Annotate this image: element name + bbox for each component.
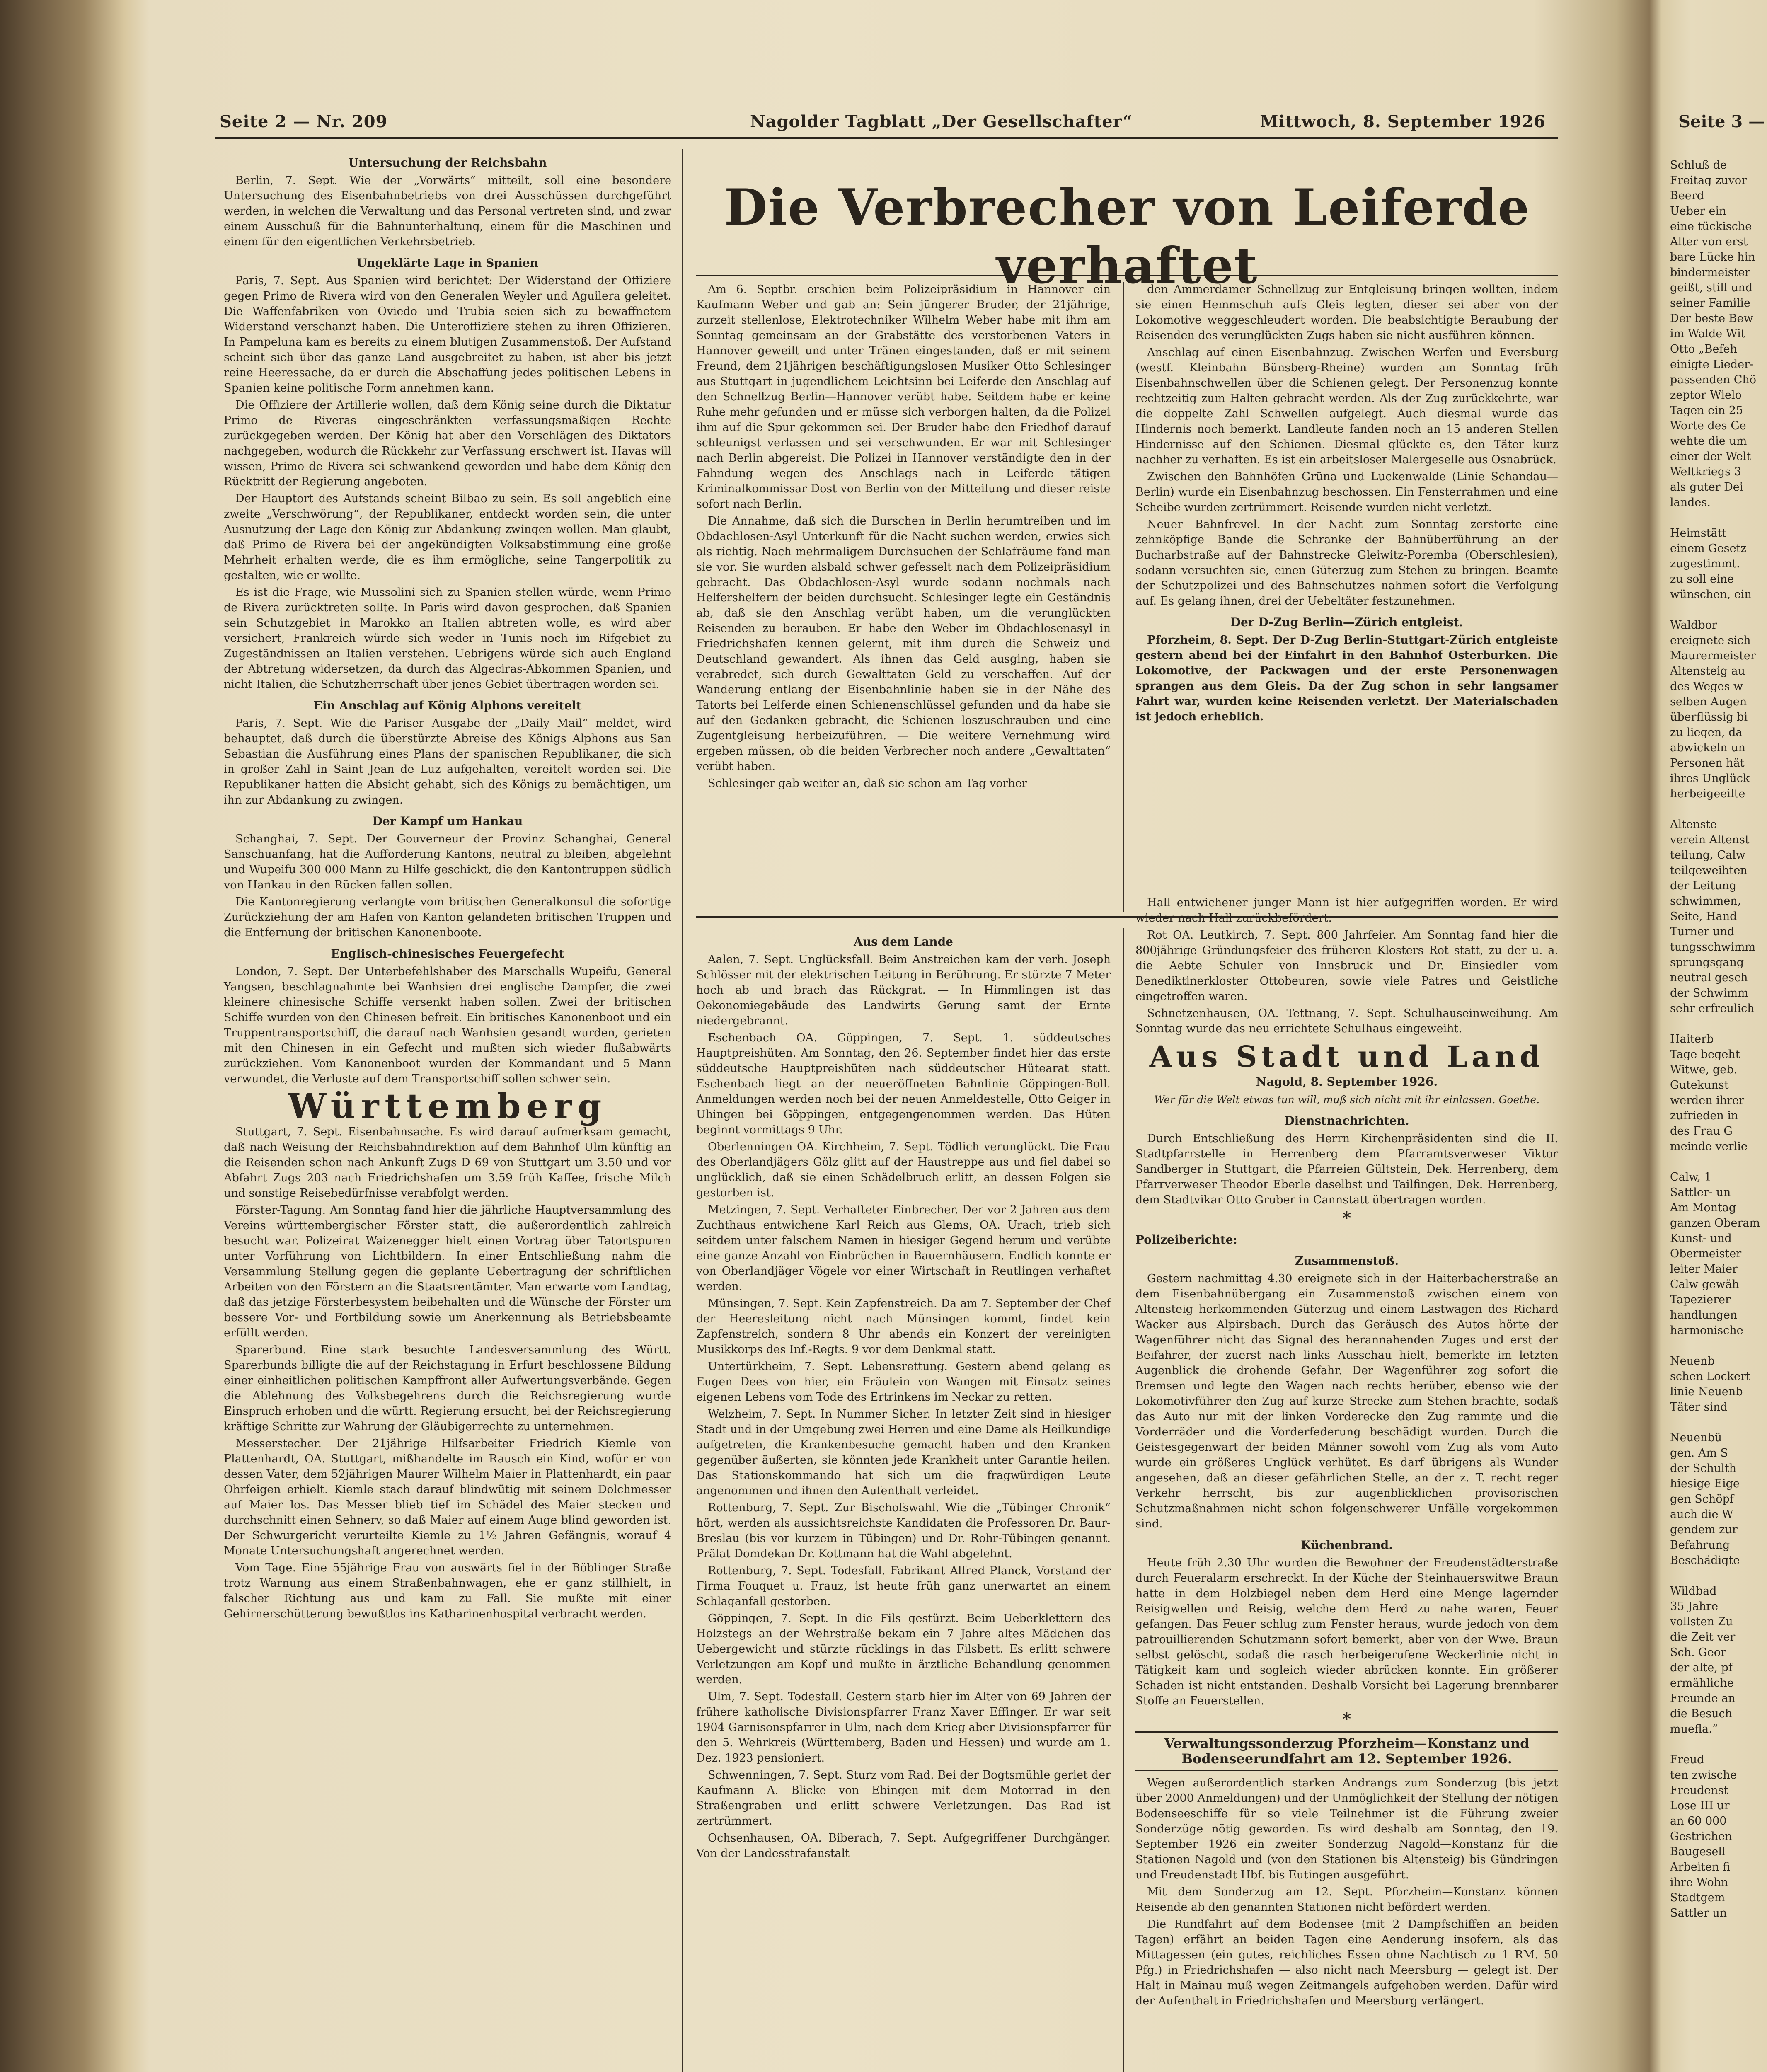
page-3-text-line: zu liegen, da xyxy=(1670,726,1743,739)
page-3-text-line xyxy=(1670,1338,1765,1353)
page-3-text-line: ten zwische xyxy=(1670,1769,1737,1782)
page-3-text-line xyxy=(1670,510,1765,525)
article-paragraph: Die Rundfahrt auf dem Bodensee (mit 2 Dampfschiffen an beiden Tagen) erfährt an beiden Tagen eine Aenderung insofern, als das Mittagessen (ein gutes, reichliches Essen ohne Nachtisch zu 1 RM. 50 Pfg.) in Friedrichshafen — also nicht nach Meersburg — gelegt ist. Der Halt in Mainau muß wegen Zeitmangels aufgehoben werden. Dafür wird der Aufenthalt in Friedrichshafen und Meersburg verlängert. xyxy=(1135,1918,1558,2007)
page-3-text-line: ihres Unglück xyxy=(1670,772,1750,785)
page-3-text-line: Tage begeht xyxy=(1670,1048,1740,1061)
page-3-text-line: der Leitung xyxy=(1670,879,1737,892)
page-3-text-line: Am Montag xyxy=(1670,1201,1736,1214)
article-paragraph: Berlin, 7. Sept. Wie der „Vorwärts“ mitteilt, soll eine besondere Untersuchung des Eisenbahnbetriebs von drei Ausschüssen durchgeführt werden, in welchen die Verwaltung und das Personal vertreten sind, und zwar einem Ausschuß für die Bahnunterhaltung, einem für die Maschinen und einem für den eigentlichen Verkehrsbetrieb. xyxy=(224,174,671,248)
page-3-text-line: passenden Chö xyxy=(1670,373,1756,386)
page-3-text-line: Haiterb xyxy=(1670,1033,1714,1046)
page-3-text-line: landes. xyxy=(1670,496,1711,509)
article-paragraph: Paris, 7. Sept. Aus Spanien wird berichtet: Der Widerstand der Offiziere gegen Primo de Rivera wird von den Generalen Weyler und Aguilera geleitet. Die Waffenfabriken von Oviedo und Trubia seien sich zu bewaffnetem Widerstand verschanzt haben. Die Unteroffiziere stehen zu ihren Offizieren. In Pampeluna kam es bereits zu einem blutigen Zusammenstoß. Der Aufstand scheint sich über das ganze Land ausgebreitet zu haben, ist aber bis jetzt reine Heeressache, da er durch die Abschaffung jedes politischen Lebens in Spanien keine politische Form annehmen kann. xyxy=(224,274,671,395)
section-title-wuerttemberg: Württemberg xyxy=(288,1087,608,1126)
page-3-text-line: sehr erfreulich xyxy=(1670,1002,1755,1015)
article-paragraph: Aalen, 7. Sept. Unglücksfall. Beim Anstreichen kam der verh. Joseph Schlösser mit der elektrischen Leitung in Berührung. Er stürzte 7 Meter hoch ab und brach das Rückgrat. — In Himmlingen ist das Oekonomiegebäude des Landwirts Gerung samt der Ernte niedergebrannt. xyxy=(696,953,1111,1027)
page-3-text-line: Neuenb xyxy=(1670,1355,1715,1368)
page-3-text-line: Wildbad xyxy=(1670,1585,1717,1598)
page-3-text-line: linie Neuenb xyxy=(1670,1385,1743,1398)
article-paragraph: Schanghai, 7. Sept. Der Gouverneur der Provinz Schanghai, General Sanschuanfang, hat die Aufforderung Kantons, neutral zu bleiben, abgelehnt und Wupeifu 300 000 Mann zu Hilfe geschickt, die den Kantontruppen südlich von Hankau in den Rücken fallen sollen. xyxy=(224,833,671,891)
page-3-text-line: bindermeister xyxy=(1670,266,1750,279)
article-paragraph: Stuttgart, 7. Sept. Eisenbahnsache. Es wird darauf aufmerksam gemacht, daß nach Weisung der Reichsbahndirektion auf dem Bahnhof Ulm künftig an die Reisenden schon nach Ankunft Zugs D 69 von Stuttgart um 3.50 und vor Abfahrt Zugs 203 nach Friedrichshafen um 3.59 früh Kaffee, frische Milch und sonstige Reisebedürfnisse verabfolgt werden. xyxy=(224,1126,671,1200)
page-3-text-line: Freunde an xyxy=(1670,1692,1736,1705)
page-3-text-line: Altenste xyxy=(1670,818,1717,831)
article-paragraph: Durch Entschließung des Herrn Kirchenpräsidenten sind die II. Stadtpfarrstelle in Herrenberg dem Pfarramtsverweser Viktor Sandberger in Stuttgart, die Pfarreien Gültstein, Dek. Herrenberg, dem Pfarrverweser Theodor Eberle daselbst und Tailfingen, Dek. Herrenberg, dem Stadtvikar Otto Gruber in Cannstatt übertragen worden. xyxy=(1135,1132,1558,1206)
article-paragraph: Messerstecher. Der 21jährige Hilfsarbeiter Friedrich Kiemle von Plattenhardt, OA. Stuttgart, mißhandelte im Rausch ein Kind, wofür er von dessen Vater, dem 52jährigen Maurer Wilhelm Maier in Plattenhardt, ein paar Ohrfeigen erhielt. Kiemle stach darauf blindwütig mit seinem Dolchmesser auf Maier los. Das Messer blieb tief im Schädel des Maier stecken und durchschnitt einen Sehnerv, so daß Maier auf einem Auge blind geworden ist. Der Schwurgericht verurteilte Kiemle zu 1½ Jahren Gefängnis, worauf 4 Monate Untersuchungshaft angerechnet werden. xyxy=(224,1437,671,1557)
article-paragraph: Paris, 7. Sept. Wie die Pariser Ausgabe der „Daily Mail“ meldet, wird behauptet, daß durch die überstürzte Abreise des Königs Alphons aus San Sebastian die Ausführung eines Plans der spanischen Republikaner, die sich in großer Zahl in Saint Jean de Luz aufgehalten, vereitelt worden sei. Die Republikaner hatten die Absicht gehabt, sich des Königs zu bemächtigen, um ihn zur Abdankung zu zwingen. xyxy=(224,717,671,806)
page-3-text-line: Baugesell xyxy=(1670,1845,1726,1858)
page-number-header: Seite 2 — Nr. 209 xyxy=(220,112,388,131)
page-3-text-line xyxy=(1670,1154,1765,1169)
article-paragraph: Wegen außerordentlich starken Andrangs zum Sonderzug (bis jetzt über 2000 Anmeldungen) und der Unmöglichkeit der Stellung der nötigen Bodenseeschiffe für so viele Teilnehmer ist die Führung zweier Sonderzüge nötig geworden. Es wird deshalb am Sonntag, den 19. September 1926 ein zweiter Sonderzug Nagold—Konstanz für die Stationen Nagold und (von den Stationen bis Altensteig) bis Gündringen und Freudenstadt Hbf. bis Eutingen ausgeführt. xyxy=(1135,1777,1558,1881)
column-2-bottom xyxy=(696,928,1111,1863)
page-3-text-line: vollsten Zu xyxy=(1670,1615,1733,1628)
page-3-text-line: Sattler un xyxy=(1670,1907,1727,1920)
section-heading-aus-dem-lande: Aus dem Lande xyxy=(854,935,953,949)
article-paragraph: Die Offiziere der Artillerie wollen, daß dem König seine durch die Diktatur Primo de Riveras eingeschränkten verfassungsmäßigen Rechte zurückgegeben werden. Der König hat aber den Vorschlägen des Diktators nachgegeben, wodurch die Rückkehr zur Verfassung erschwert ist. Havas will wissen, Primo de Rivera sei schwankend geworden und habe dem König den Rücktritt der Regierung angeboten. xyxy=(224,399,671,488)
column-divider xyxy=(1123,282,1124,912)
article-paragraph: Ulm, 7. Sept. Todesfall. Gestern starb hier im Alter von 69 Jahren der frühere katholische Divisionspfarrer Franz Xaver Effinger. Er war seit 1904 Garnisonspfarrer in Ulm, nach dem Krieg aber Divisionspfarrer für den 5. Wehrkreis (Württemberg, Baden und Hessen) und wurde am 1. Dez. 1923 pensioniert. xyxy=(696,1690,1111,1765)
article-paragraph: Göppingen, 7. Sept. In die Fils gestürzt. Beim Ueberklettern des Holzstegs an der Wehrstraße bekam ein 7 Jahre altes Mädchen das Uebergewicht und stürzte rücklings in das Filsbett. Es erlitt schwere Verletzungen am Kopf und mußte in ärztliche Behandlung genommen werden. xyxy=(696,1612,1111,1686)
article-paragraph: Am 6. Septbr. erschien beim Polizeipräsidium in Hannover ein Kaufmann Weber und gab an: Sein jüngerer Bruder, der 21jährige, zurzeit stellenlose, Elektrotechniker Wilhelm Weber habe mit ihm am Sonntag gemeinsam an der Grabstätte des verstorbenen Vaters in Hannover geweilt und unter Tränen eingestanden, daß er mit seinem Freund, dem 21jährigen beschäftigungslosen Musiker Otto Schlesinger aus Stuttgart in jugendlichem Leichtsinn bei Leiferde den Anschlag auf den Schnellzug Berlin—Hannover verübt habe. Seitdem habe er keine Ruhe mehr gefunden und er müsse sich verborgen halten, da die Polizei ihm auf die Spur gekommen sei. Der Bruder habe den Friedhof darauf schleunigst verlassen und sei verschwunden. Er war mit Schlesinger nach Berlin abgereist. Die Polizei in Hannover verständigte den in der Fahndung wegen des Anschlags nach in Leiferde tätigen Kriminalkommissar Dost von Berlin von der Mitteilung und dieser reiste sofort nach Berlin. xyxy=(696,283,1111,511)
article-paragraph: Ochsenhausen, OA. Biberach, 7. Sept. Aufgegriffener Durchgänger. Von der Landesstrafanstalt xyxy=(696,1832,1111,1860)
article-paragraph: Vom Tage. Eine 55jährige Frau von auswärts fiel in der Böblinger Straße trotz Warnung aus einem Straßenbahnwagen, ehe er ganz stillhielt, in falscher Richtung aus und kam zu Fall. Sie mußte mit einer Gehirnerschütterung bewußtlos ins Katharinenhospital verbracht werden. xyxy=(224,1561,671,1620)
article-paragraph: Pforzheim, 8. Sept. Der D-Zug Berlin-Stuttgart-Zürich entgleiste gestern abend bei der Einfahrt in den Bahnhof Osterburken. Die Lokomotive, der Packwagen und der erste Personenwagen sprangen aus dem Gleis. Da der Zug schon in sehr langsamer Fahrt war, wurden keine Reisenden verletzt. Der Materialschaden ist jedoch erheblich. xyxy=(1135,634,1558,723)
page-3-text-line: sprungsgang xyxy=(1670,956,1744,969)
page-3-text-line xyxy=(1670,1016,1765,1031)
page-3-text-line: eine tückische xyxy=(1670,220,1752,233)
headline: Ungeklärte Lage in Spanien xyxy=(356,256,539,270)
page-3-text-line: abwickeln un xyxy=(1670,741,1745,754)
page-3-text-line: seiner Familie xyxy=(1670,297,1750,310)
page-3-text-line: herbeigeeilte xyxy=(1670,787,1745,800)
column-divider xyxy=(1123,928,1124,2072)
article-paragraph: Rottenburg, 7. Sept. Zur Bischofswahl. Wie die „Tübinger Chronik“ hört, werden als aussichtsreichste Kandidaten die Professoren Dr. Baur-Breslau (bis vor kurzem in Tübingen) und Dr. Rohr-Tübingen genannt. Prälat Domdekan Dr. Kottmann hat die Wahl abgelehnt. xyxy=(696,1501,1111,1560)
page-3-text-line: Täter sind xyxy=(1670,1401,1728,1414)
article-paragraph: Sparerbund. Eine stark besuchte Landesversammlung des Württ. Sparerbunds billigte die auf der Reichstagung in Erfurt beschlossene Bildung einer einheitlichen politischen Kampffront aller Aufwertungsverbände. Gegen die Ablehnung des Volksbegehrens durch die Reichsregierung wurde Einspruch erhoben und die württ. Regierung ersucht, bei der Reichsregierung kräftige Schritte zur Wahrung der Gläubigerrechte zu unternehmen. xyxy=(224,1343,671,1433)
page-3-text-line: Calw, 1 xyxy=(1670,1171,1711,1184)
page-3-text-line: Maurermeister xyxy=(1670,649,1756,662)
article-paragraph: Die Annahme, daß sich die Burschen in Berlin herumtreiben und im Obdachlosen-Asyl Unterkunft für die Nacht suchen werden, erwies sich als richtig. Nach mehrmaligem Durchsuchen der Schlafräume fand man sie vor. Sie wurden alsbald schwer gefesselt nach dem Polizeipräsidium gebracht. Das Obdachlosen-Asyl wurde sodann nochmals nach Helfershelfern der beiden durchsucht. Schlesinger legte ein Geständnis ab, daß sie den Anschlag verübt haben, um die verunglückten Reisenden zu berauben. Er habe den Weber im Obdachlosenasyl in Friedrichshafen kennen gelernt, mit ihm durch die Schweiz und Deutschland gewandert. Als ihnen das Geld ausging, haben sie verabredet, sich durch Gewalttaten Geld zu verschaffen. Auf der Wanderung entlang der Eisenbahnlinie haben sie in der Nähe des Tatorts bei Leiferde einen Schienenschlüssel gefunden und da habe sie auf den Gedanken gebracht, die Schienen loszuschrauben und eine Zugentgleisung herbeizuführen. — Die weitere Vernehmung wird ergeben müssen, ob die beiden Verbrecher noch andere „Gewalttaten“ verübt haben. xyxy=(696,515,1111,773)
article-paragraph: Hall entwichener junger Mann ist hier aufgegriffen worden. Er wird wieder nach Hall zurückbefördert. xyxy=(1135,896,1558,925)
page-3-text-line: des Weges w xyxy=(1670,680,1743,693)
page-3-text-line: Beschädigte xyxy=(1670,1554,1740,1567)
headline: Englisch-chinesisches Feuergefecht xyxy=(331,947,564,961)
page-3-column-fragment xyxy=(1670,157,1765,1921)
page-3-text-line: teilung, Calw xyxy=(1670,849,1745,862)
column-divider xyxy=(682,149,683,2072)
boxed-headline: Verwaltungssonderzug Pforzheim—Konstanz und Bodenseerundfahrt am 12. September 1926. xyxy=(1135,1731,1558,1771)
headline: Der D-Zug Berlin—Zürich entgleist. xyxy=(1230,615,1463,629)
page-3-text-line: Sattler- un xyxy=(1670,1186,1731,1199)
page-3-text-line: Obermeister xyxy=(1670,1247,1742,1260)
page-3-text-line: des Frau G xyxy=(1670,1125,1733,1138)
page-3-text-line: Heimstätt xyxy=(1670,527,1727,540)
page-3-text-line: Tagen ein 25 xyxy=(1670,404,1743,417)
page-3-text-line: werden ihrer xyxy=(1670,1094,1745,1107)
article-paragraph: Der Hauptort des Aufstands scheint Bilbao zu sein. Es soll angeblich eine zweite „Verschwörung“, der Republikaner, entdeckt worden sein, die unter Ausnutzung der Lage den König zur Abdankung zwingen wollen. Man glaubt, daß Primo de Rivera bei der angekündigten Volksabstimmung eine große Mehrheit erhalten werde, die es ihm ermögliche, seine Tangerpolitik zu gestalten, wie er wollte. xyxy=(224,492,671,582)
page-3-text-line: gen Schöpf xyxy=(1670,1493,1734,1506)
page-3-text-line: teilgeweihten xyxy=(1670,864,1748,877)
article-paragraph: Schnetzenhausen, OA. Tettnang, 7. Sept. Schulhauseinweihung. Am Sonntag wurde das neu errichtete Schulhaus eingeweiht. xyxy=(1135,1007,1558,1035)
article-paragraph: London, 7. Sept. Der Unterbefehlshaber des Marschalls Wupeifu, General Yangsen, beschlagnahmte bei Wanhsien drei englische Dampfer, die zwei kleinere chinesische Schiffe versenkt haben sollen. Zwei der britischen Schiffe wurden von den Chinesen befreit. Ein britisches Kanonenboot und ein Truppentransportschiff, die darauf nach Wanhsien gesandt wurden, gerieten mit den Chinesen in ein Gefecht und mußten sich wieder flußabwärts zurückziehen. Vom Kanonenboot wurden der Kommandant und 5 Mann verwundet, die Verluste auf dem Transportschiff sollen schwer sein. xyxy=(224,965,671,1085)
headline: Untersuchung der Reichsbahn xyxy=(348,156,547,169)
article-paragraph: Schlesinger gab weiter an, daß sie schon am Tag vorher xyxy=(708,777,1027,790)
page-3-text-line: ereignete sich xyxy=(1670,634,1751,647)
page-3-text-line: Tapezierer xyxy=(1670,1293,1731,1306)
headline: Ein Anschlag auf König Alphons vereitelt xyxy=(313,699,582,712)
page-3-text-line: harmonische xyxy=(1670,1324,1743,1337)
lead-story-banner xyxy=(696,149,1558,295)
header-rule xyxy=(215,137,1558,139)
lead-headline: Die Verbrecher von Leiferde verhaftet xyxy=(724,178,1530,295)
page-3-text-line: einigte Lieder- xyxy=(1670,358,1754,371)
page-3-text-line: Witwe, geb. xyxy=(1670,1063,1738,1076)
page-3-text-line: der alte, pf xyxy=(1670,1661,1733,1674)
page-3-text-line: der Schwimm xyxy=(1670,987,1748,1000)
headline: Der Kampf um Hankau xyxy=(372,814,523,828)
page-3-text-line: wünschen, ein xyxy=(1670,588,1752,601)
date-header: Mittwoch, 8. September 1926 xyxy=(1260,112,1546,131)
page-3-text-line: geißt, still und xyxy=(1670,281,1753,294)
article-paragraph: Rot OA. Leutkirch, 7. Sept. 800 Jahrfeier. Am Sonntag fand hier die 800jährige Gründungsfeier des früheren Klosters Rot statt, zu der u. a. die Aebte Schuler von Innsbruck und Dr. Einsiedler vom Benediktinerkloster Ottobeuren, sowie viele Patres und Geistliche eingetroffen waren. xyxy=(1135,929,1558,1003)
page-3-text-line: Seite, Hand xyxy=(1670,910,1737,923)
page-3-text-line: ihre Wohn xyxy=(1670,1876,1728,1889)
article-paragraph: Schwenningen, 7. Sept. Sturz vom Rad. Bei der Bogtsmühle geriet der Kaufmann A. Blicke von Ebingen mit dem Motorrad in den Straßengraben und erlitt schwere Verletzungen. Das Rad ist zertrümmert. xyxy=(696,1769,1111,1828)
headline: Dienstnachrichten. xyxy=(1284,1114,1409,1128)
next-page-header: Seite 3 — xyxy=(1678,112,1765,131)
page-3-text-line: Weltkriegs 3 xyxy=(1670,465,1741,478)
article-paragraph: den Ammerdamer Schnellzug zur Entgleisung bringen wollten, indem sie einen Hemmschuh aufs Gleis legten, dieser sei aber von der Lokomotive weggeschleudert worden. Die beabsichtigte Beraubung der Reisenden des verunglückten Zugs haben sie nicht ausführen können. xyxy=(1135,283,1558,342)
article-paragraph: Untertürkheim, 7. Sept. Lebensrettung. Gestern abend gelang es Eugen Dees von hier, ein Fräulein von Wangen mit Einsatz seines eigenen Lebens vom Tode des Ertrinkens im Neckar zu retten. xyxy=(696,1360,1111,1404)
page-3-text-line: an 60 000 xyxy=(1670,1815,1727,1828)
page-3-text-line: schwimmen, xyxy=(1670,895,1741,908)
page-3-text-line: Altensteig au xyxy=(1670,665,1745,678)
page-3-text-line: zufrieden in xyxy=(1670,1109,1738,1122)
page-3-text-line: gen. Am S xyxy=(1670,1447,1728,1460)
page-3-text-line: tungsschwimm xyxy=(1670,941,1756,954)
page-3-text-line: Freudenst xyxy=(1670,1784,1728,1797)
page-3-text-line: Calw gewäh xyxy=(1670,1278,1739,1291)
page-3-text-line: Beerd xyxy=(1670,189,1704,202)
article-paragraph: Mit dem Sonderzug am 12. Sept. Pforzheim—Konstanz können Reisende ab den genannten Stationen nicht befördert werden. xyxy=(1135,1886,1558,1914)
column-2-top xyxy=(696,282,1111,793)
section-title-aus-stadt-und-land: Aus Stadt und Land xyxy=(1149,1039,1544,1074)
page-3-text-line: Arbeiten fi xyxy=(1670,1861,1731,1874)
page-3-text-line: im Walde Wit xyxy=(1670,327,1745,340)
page-3-text-line xyxy=(1670,801,1765,817)
page-3-text-line: bare Lücke hin xyxy=(1670,251,1755,264)
article-paragraph: Rottenburg, 7. Sept. Todesfall. Fabrikant Alfred Planck, Vorstand der Firma Fouquet u. Frauz, ist heute früh ganz unerwartet an einem Schlaganfall gestorben. xyxy=(696,1564,1111,1608)
article-paragraph: Es ist die Frage, wie Mussolini sich zu Spanien stellen würde, wenn Primo de Rivera zurücktreten sollte. In Paris wird davon gesprochen, daß Spanien sein Schutzgebiet in Marokko an Italien abtreten wolle, es wird aber versichert, Frankreich würde sich weder in Tunis noch im Rifgebiet zu Zugeständnissen an Italien verstehen. Uebrigens würde sich auch England der Abtretung widersetzen, da durch das Algeciras-Abkommen Spanien, und nicht Italien, die Schutzherrschaft über jenes Gebiet übertragen worden sei. xyxy=(224,586,671,691)
page-3-text-line: wehte die um xyxy=(1670,435,1747,448)
page-3-text-line: Freitag zuvor xyxy=(1670,174,1747,187)
page-3-text-line: die Besuch xyxy=(1670,1707,1733,1720)
article-paragraph: Die Kantonregierung verlangte vom britischen Generalkonsul die sofortige Zurückziehung der am Hafen von Kanton gelandeten britischen Truppen und die Entfernung der britischen Kanonenboote. xyxy=(224,896,671,939)
page-3-text-line: als guter Dei xyxy=(1670,481,1743,494)
column-3-top xyxy=(1135,282,1558,726)
page-3-text-line: einer der Welt xyxy=(1670,450,1751,463)
page-3-text-line: leiter Maier xyxy=(1670,1263,1738,1276)
page-3-text-line: Sch. Geor xyxy=(1670,1646,1726,1659)
page-3-text-line: zugestimmt. xyxy=(1670,557,1740,570)
page-3-text-line: Schluß de xyxy=(1670,159,1727,172)
article-paragraph: Zwischen den Bahnhöfen Grüna und Luckenwalde (Linie Schandau—Berlin) wurde ein Eisenbahnzug beschossen. Ein Fensterrahmen und eine Scheibe wurden zertrümmert. Reisende wurden nicht verletzt. xyxy=(1135,470,1558,514)
page-3-text-line: einem Gesetz xyxy=(1670,542,1747,555)
page-3-text-line: Alter von erst xyxy=(1670,235,1748,248)
page-3-text-line: muefla.“ xyxy=(1670,1723,1718,1736)
page-3-text-line: Stadtgem xyxy=(1670,1891,1725,1904)
article-paragraph: Förster-Tagung. Am Sonntag fand hier die jährliche Hauptversammlung des Vereins württembergischer Förster statt, die außerordentlich zahlreich besucht war. Polizeirat Waizenegger hielt einen Vortrag über Tatortspuren unter Vorführung von Lichtbildern. In einer Entschließung nahm die Versammlung Stellung gegen die geplante Uebertragung der schriftlichen Arbeiten von den Förstern an die Staatsrentämter. Man erwarte vom Landtag, daß das jetzige Försterbesystem beibehalten und die Wünsche der Förster um bessere Vor- und Fortbildung sowie um Anerkennung als Betriebsbeamte erfüllt werden. xyxy=(224,1204,671,1339)
separator-star: * xyxy=(1343,1209,1351,1228)
dateline: Nagold, 8. September 1926. xyxy=(1256,1075,1438,1089)
article-paragraph: Anschlag auf einen Eisenbahnzug. Zwischen Werfen und Eversburg (westf. Kleinbahn Bünsberg-Rheine) wurden am Sonntag früh Eisenbahnschwellen über die Schienen gelegt. Der Personenzug konnte rechtzeitig zum Halten gebracht werden. Als der Zug zurückkehrte, war die doppelte Zahl Schwellen aufgelegt. Auch diesmal wurde das Hindernis noch bemerkt. Landleute fanden noch an 15 anderen Stellen Hindernisse auf den Schienen. Diesmal glückte es, den Täter kurz nachher zu verhaften. Es ist ein arbeitsloser Malergeselle aus Osnabrück. xyxy=(1135,346,1558,466)
page-3-text-line: auch die W xyxy=(1670,1508,1733,1521)
page-3-text-line xyxy=(1670,1568,1765,1583)
page-3-text-line: Gutekunst xyxy=(1670,1079,1729,1092)
page-3-text-line: hiesige Eige xyxy=(1670,1477,1740,1490)
page-3-text-line xyxy=(1670,1737,1765,1752)
page-3-text-line: die Zeit ver xyxy=(1670,1631,1736,1644)
headline: Küchenbrand. xyxy=(1301,1538,1393,1552)
page-3-text-line: zu soll eine xyxy=(1670,573,1734,586)
column-3-bottom xyxy=(1135,895,1558,2010)
newspaper-page-2 xyxy=(141,75,1649,2072)
page-3-text-line: Neuenbü xyxy=(1670,1431,1722,1444)
headline: Zusammenstoß. xyxy=(1295,1254,1399,1268)
page-3-text-line: Waldbor xyxy=(1670,619,1717,632)
page-3-text-line: überflüssig bi xyxy=(1670,711,1748,724)
page-3-text-line: Turner und xyxy=(1670,925,1735,938)
page-3-text-line xyxy=(1670,1415,1765,1430)
page-3-text-line: Der beste Bew xyxy=(1670,312,1753,325)
page-3-text-line: Worte des Ge xyxy=(1670,419,1746,432)
page-3-text-line: Kunst- und xyxy=(1670,1232,1732,1245)
newspaper-page-3-edge xyxy=(1666,75,1767,2072)
page-3-text-line: Lose III ur xyxy=(1670,1799,1730,1812)
article-paragraph: Welzheim, 7. Sept. In Nummer Sicher. In letzter Zeit sind in hiesiger Stadt und in der Umgebung zwei Herren und eine Dame als Heilkundige aufgetreten, die Krankenbesuche gemacht haben und den Kranken gegenüber äußerten, sie könnten jede Krankheit unter Garantie heilen. Das Stationskommando hat sich um die fragwürdigen Leute angenommen und ihnen den Aufenthalt verleidet. xyxy=(696,1408,1111,1497)
page-3-text-line: Freud xyxy=(1670,1753,1704,1766)
article-paragraph: Oberlenningen OA. Kirchheim, 7. Sept. Tödlich verunglückt. Die Frau des Oberlandjägers Gölz glitt auf der Haustreppe aus und fiel dabei so unglücklich, daß sie einen Schädelbruch erlitt, an dessen Folgen sie gestorben ist. xyxy=(696,1140,1111,1199)
headline: Polizeiberichte: xyxy=(1135,1233,1237,1247)
article-paragraph: Gestern nachmittag 4.30 ereignete sich in der Haiterbacherstraße an dem Eisenbahnübergang ein Zusammenstoß zwischen einem von Altensteig herkommenden Güterzug und einem Lastwagen des Richard Wacker aus Alpirsbach. Durch das Geräusch des Autos hörte der Wagenführer nicht das Signal des herannahenden Zuges und erst der Beifahrer, der zuerst nach links Ausschau hielt, bemerkte im letzten Augenblick die drohende Gefahr. Der Wagenführer zog sofort die Bremsen und legte den Wagen nach rechts herüber, ebenso wie der Lokomotivführer den Zug auf kurze Strecke zum Stehen brachte, sodaß das Auto nur mit der linken Vorderecke den Zug rammte und die Vorderräder und die Vorderfederung beschädigt wurden. Durch die Geistesgegenwart der beiden Männer sowohl vom Zug als vom Auto wurde ein größeres Unglück verhütet. Es darf übrigens als Wunder angesehen, daß an dieser gefährlichen Stelle, an der z. T. recht reger Verkehr herrscht, bis zur augenblicklichen provisorischen Schutzmaßnahmen nicht schon folgenschwerer Unfälle vorgekommen sind. xyxy=(1135,1272,1558,1530)
column-1 xyxy=(224,149,671,1623)
article-paragraph: Metzingen, 7. Sept. Verhafteter Einbrecher. Der vor 2 Jahren aus dem Zuchthaus entwichene Karl Reich aus Glems, OA. Urach, trieb sich seitdem unter falschem Namen in hiesiger Gegend herum und verübte eine ganze Anzahl von Einbrüchen in Bauernhäusern. Endlich konnte er von Oberlandjäger Vögele vor einer Wirtschaft in Reutlingen verhaftet werden. xyxy=(696,1203,1111,1293)
page-3-text-line: Otto „Befeh xyxy=(1670,343,1737,356)
page-3-text-line: 35 Jahre xyxy=(1670,1600,1719,1613)
page-3-text-line: ganzen Oberam xyxy=(1670,1217,1760,1230)
article-paragraph: Eschenbach OA. Göppingen, 7. Sept. 1. süddeutsches Hauptpreishüten. Am Sonntag, den 26. September findet hier das erste süddeutsche Hauptpreishüten nach süddeutscher Hütearat statt. Eschenbach liegt an der neueröffneten Bahnlinie Göppingen-Boll. Anmeldungen werden noch bei der neuen Anmeldestelle, Otto Geiger in Uhingen bei Göppingen, entgegengenommen werden. Das Hüten beginnt vormittags 9 Uhr. xyxy=(696,1031,1111,1136)
page-3-text-line: selben Augen xyxy=(1670,695,1747,708)
page-3-text-line: neutral gesch xyxy=(1670,971,1748,984)
masthead-header: Nagolder Tagblatt „Der Gesellschafter“ xyxy=(750,112,1133,131)
article-paragraph: Neuer Bahnfrevel. In der Nacht zum Sonntag zerstörte eine zehnköpfige Bande die Schranke der Bahnüberführung an der Bucharbstraße auf der Bahnstrecke Gleiwitz-Poremba (Oberschlesien), sodann versuchten sie, einen Güterzug zum Stehen zu bringen. Beamte der Schutzpolizei und des Bahnschutzes nahmen sofort die Verfolgung auf. Es gelang ihnen, drei der Uebeltäter festzunehmen. xyxy=(1135,518,1558,608)
epigraph-quote: Wer für die Welt etwas tun will, muß sich nicht mit ihr einlassen. Goethe. xyxy=(1154,1094,1540,1106)
page-3-text-line: verein Altenst xyxy=(1670,833,1750,846)
page-3-text-line: Gestrichen xyxy=(1670,1830,1732,1843)
page-3-text-line: der Schulth xyxy=(1670,1462,1737,1475)
page-3-text-line: meinde verlie xyxy=(1670,1140,1748,1153)
article-paragraph: Münsingen, 7. Sept. Kein Zapfenstreich. Da am 7. September der Chef der Heeresleitung nicht nach Münsingen kommt, findet kein Zapfenstreich, sondern 8 Uhr abends ein Konzert der vereinigten Musikkorps des Inf.-Regts. 9 vor dem Denkmal statt. xyxy=(696,1297,1111,1356)
page-3-text-line: schen Lockert xyxy=(1670,1370,1750,1383)
article-paragraph: Heute früh 2.30 Uhr wurden die Bewohner der Freudenstädterstraße durch Feueralarm erschreckt. In der Küche der Steinhauerswitwe Braun hatte in dem Holzbiegel neben dem Herd eine Menge lagernder Reisigwellen und Reisig, welche dem Herd zu nahe waren, Feuer gefangen. Das Feuer schlug zum Fenster heraus, wurde jedoch von dem patrouillierenden Schutzmann sofort bemerkt, aber von der Wwe. Braun selbst gelöscht, sodaß die rasch herbeigerufene Weckerlinie nicht in Tätigkeit kam und sogleich wieder abrücken konnte. Ein größerer Schaden ist nicht entstanden. Deshalb Vorsicht bei Lagerung brennbarer Stoffe an Feuerstellen. xyxy=(1135,1556,1558,1707)
page-3-text-line: gendem zur xyxy=(1670,1523,1738,1536)
page-3-text-line: Ueber ein xyxy=(1670,205,1726,218)
page-3-text-line: handlungen xyxy=(1670,1309,1738,1322)
page-3-text-line: ermähliche xyxy=(1670,1677,1734,1690)
page-3-text-line: zeptor Wielo xyxy=(1670,389,1742,402)
page-3-text-line: Personen hät xyxy=(1670,757,1745,770)
page-3-text-line: Befahrung xyxy=(1670,1539,1730,1552)
separator-star: * xyxy=(1343,1710,1351,1729)
page-3-text-line xyxy=(1670,602,1765,617)
